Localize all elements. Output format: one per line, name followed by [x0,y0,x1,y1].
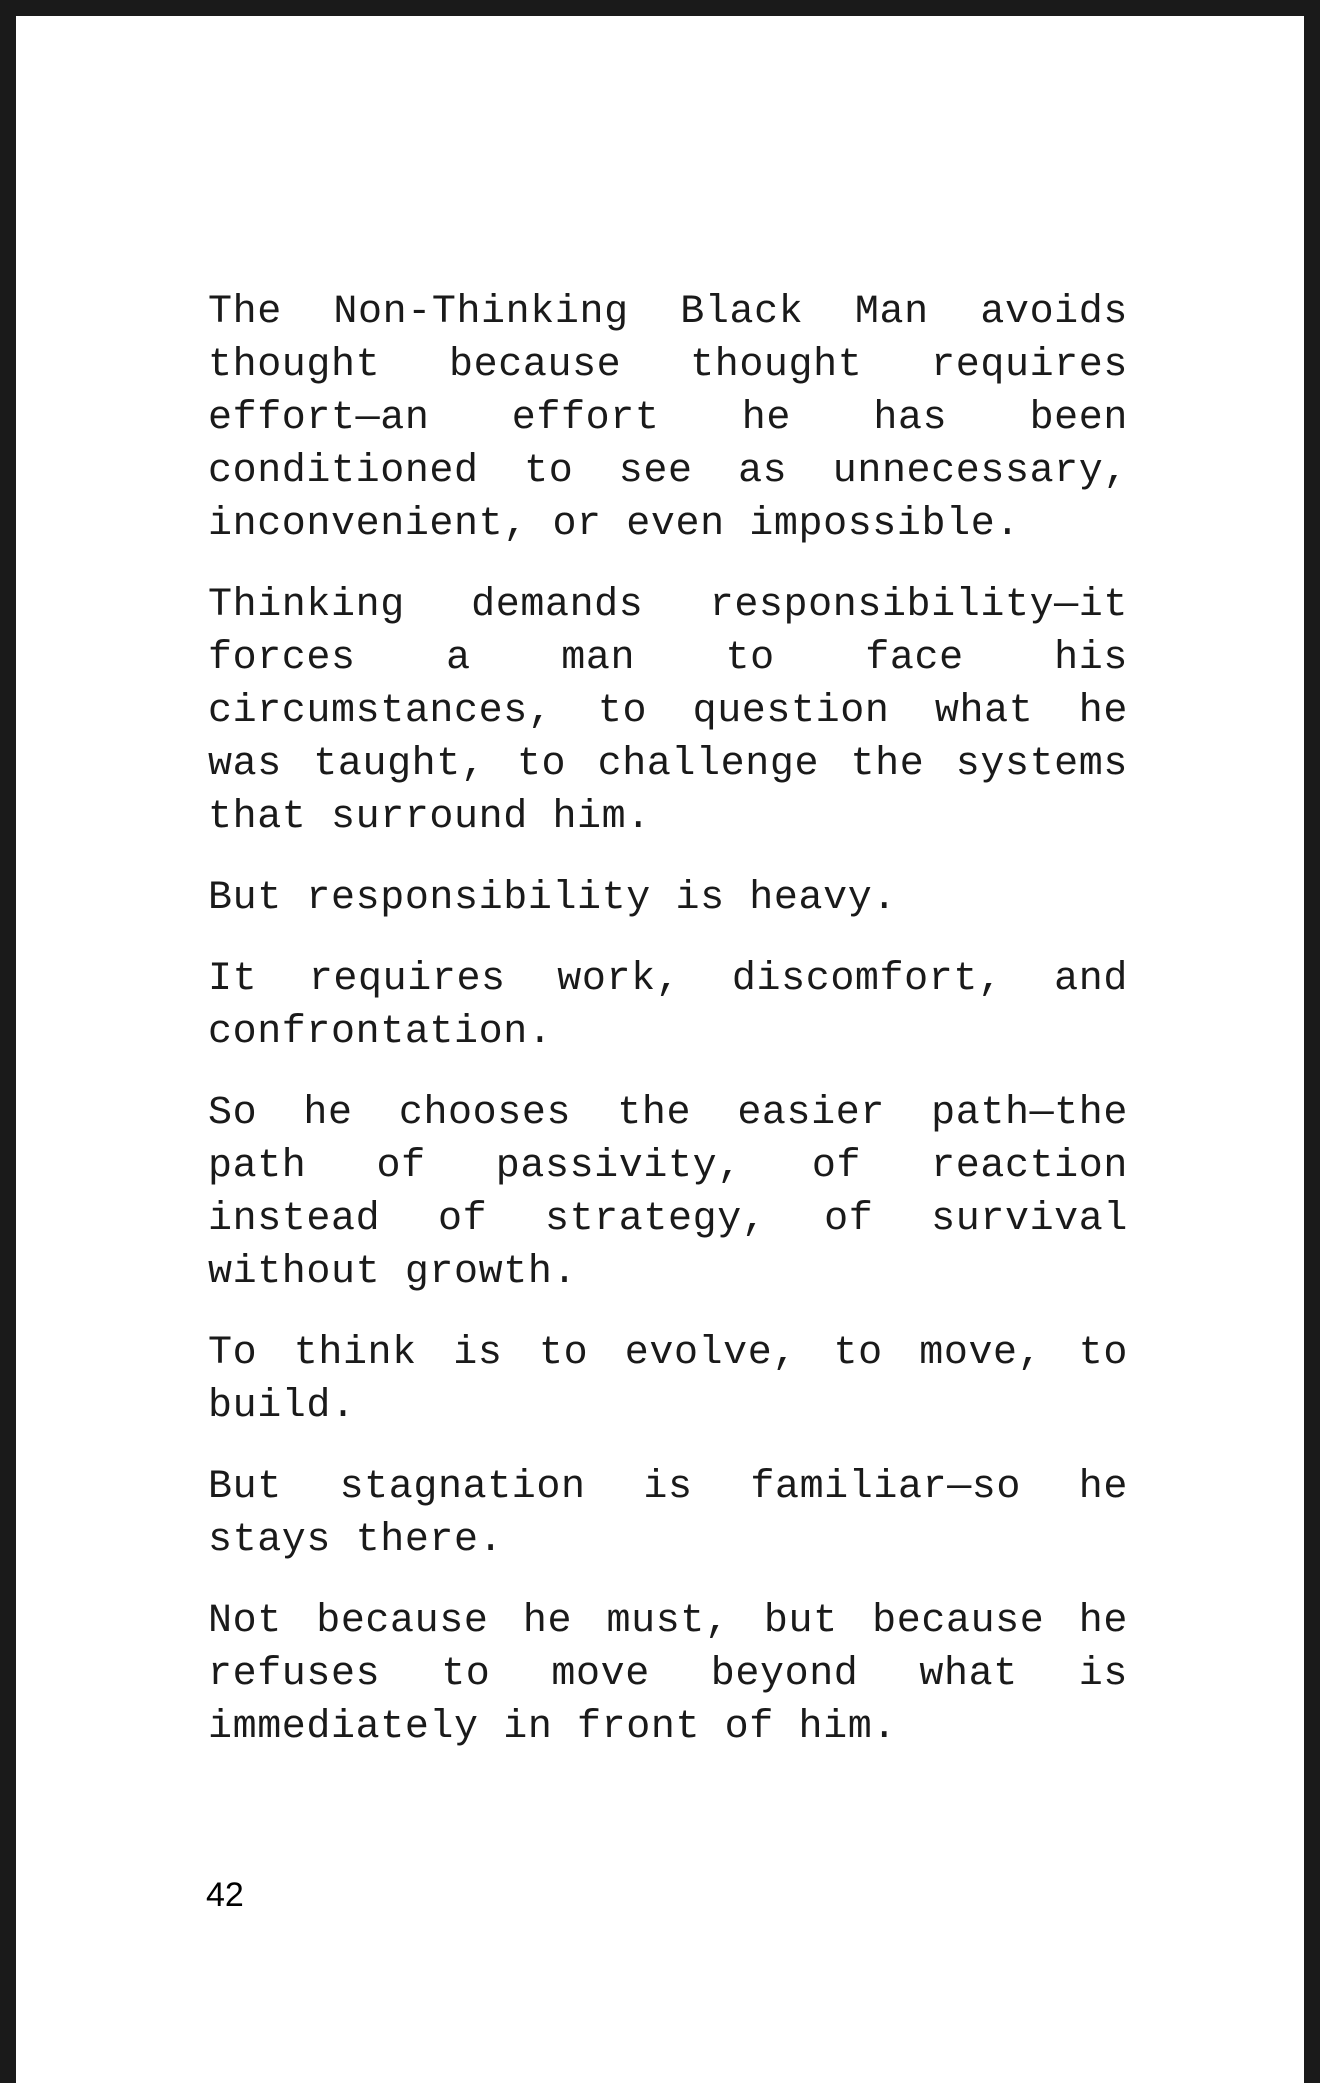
paragraph-5: So he chooses the easier path—the path of passivity, of reaction instead of strategy, of survival without growth. [208,1091,1128,1295]
page-body [208,286,1128,1782]
paragraph-6: To think is to evolve, to move, to build. [208,1331,1128,1429]
book-page [16,16,1304,2083]
paragraph-1: The Non-Thinking Black Man avoids thought because thought requires effort—an effort he has been conditioned to see as unnecessary, inconvenient, or even impossible. [208,290,1128,547]
page-number: 42 [206,1876,244,1914]
paragraph-2: Thinking demands responsibility—it forces a man to face his circumstances, to question what he was taught, to challenge the systems that surround him. [208,583,1128,840]
paragraph-7: But stagnation is familiar—so he stays there. [208,1465,1128,1563]
paragraph-3: But responsibility is heavy. [208,876,897,921]
paragraph-8: Not because he must, but because he refuses to move beyond what is immediately in front of him. [208,1599,1128,1750]
paragraph-4: It requires work, discomfort, and confrontation. [208,957,1128,1055]
